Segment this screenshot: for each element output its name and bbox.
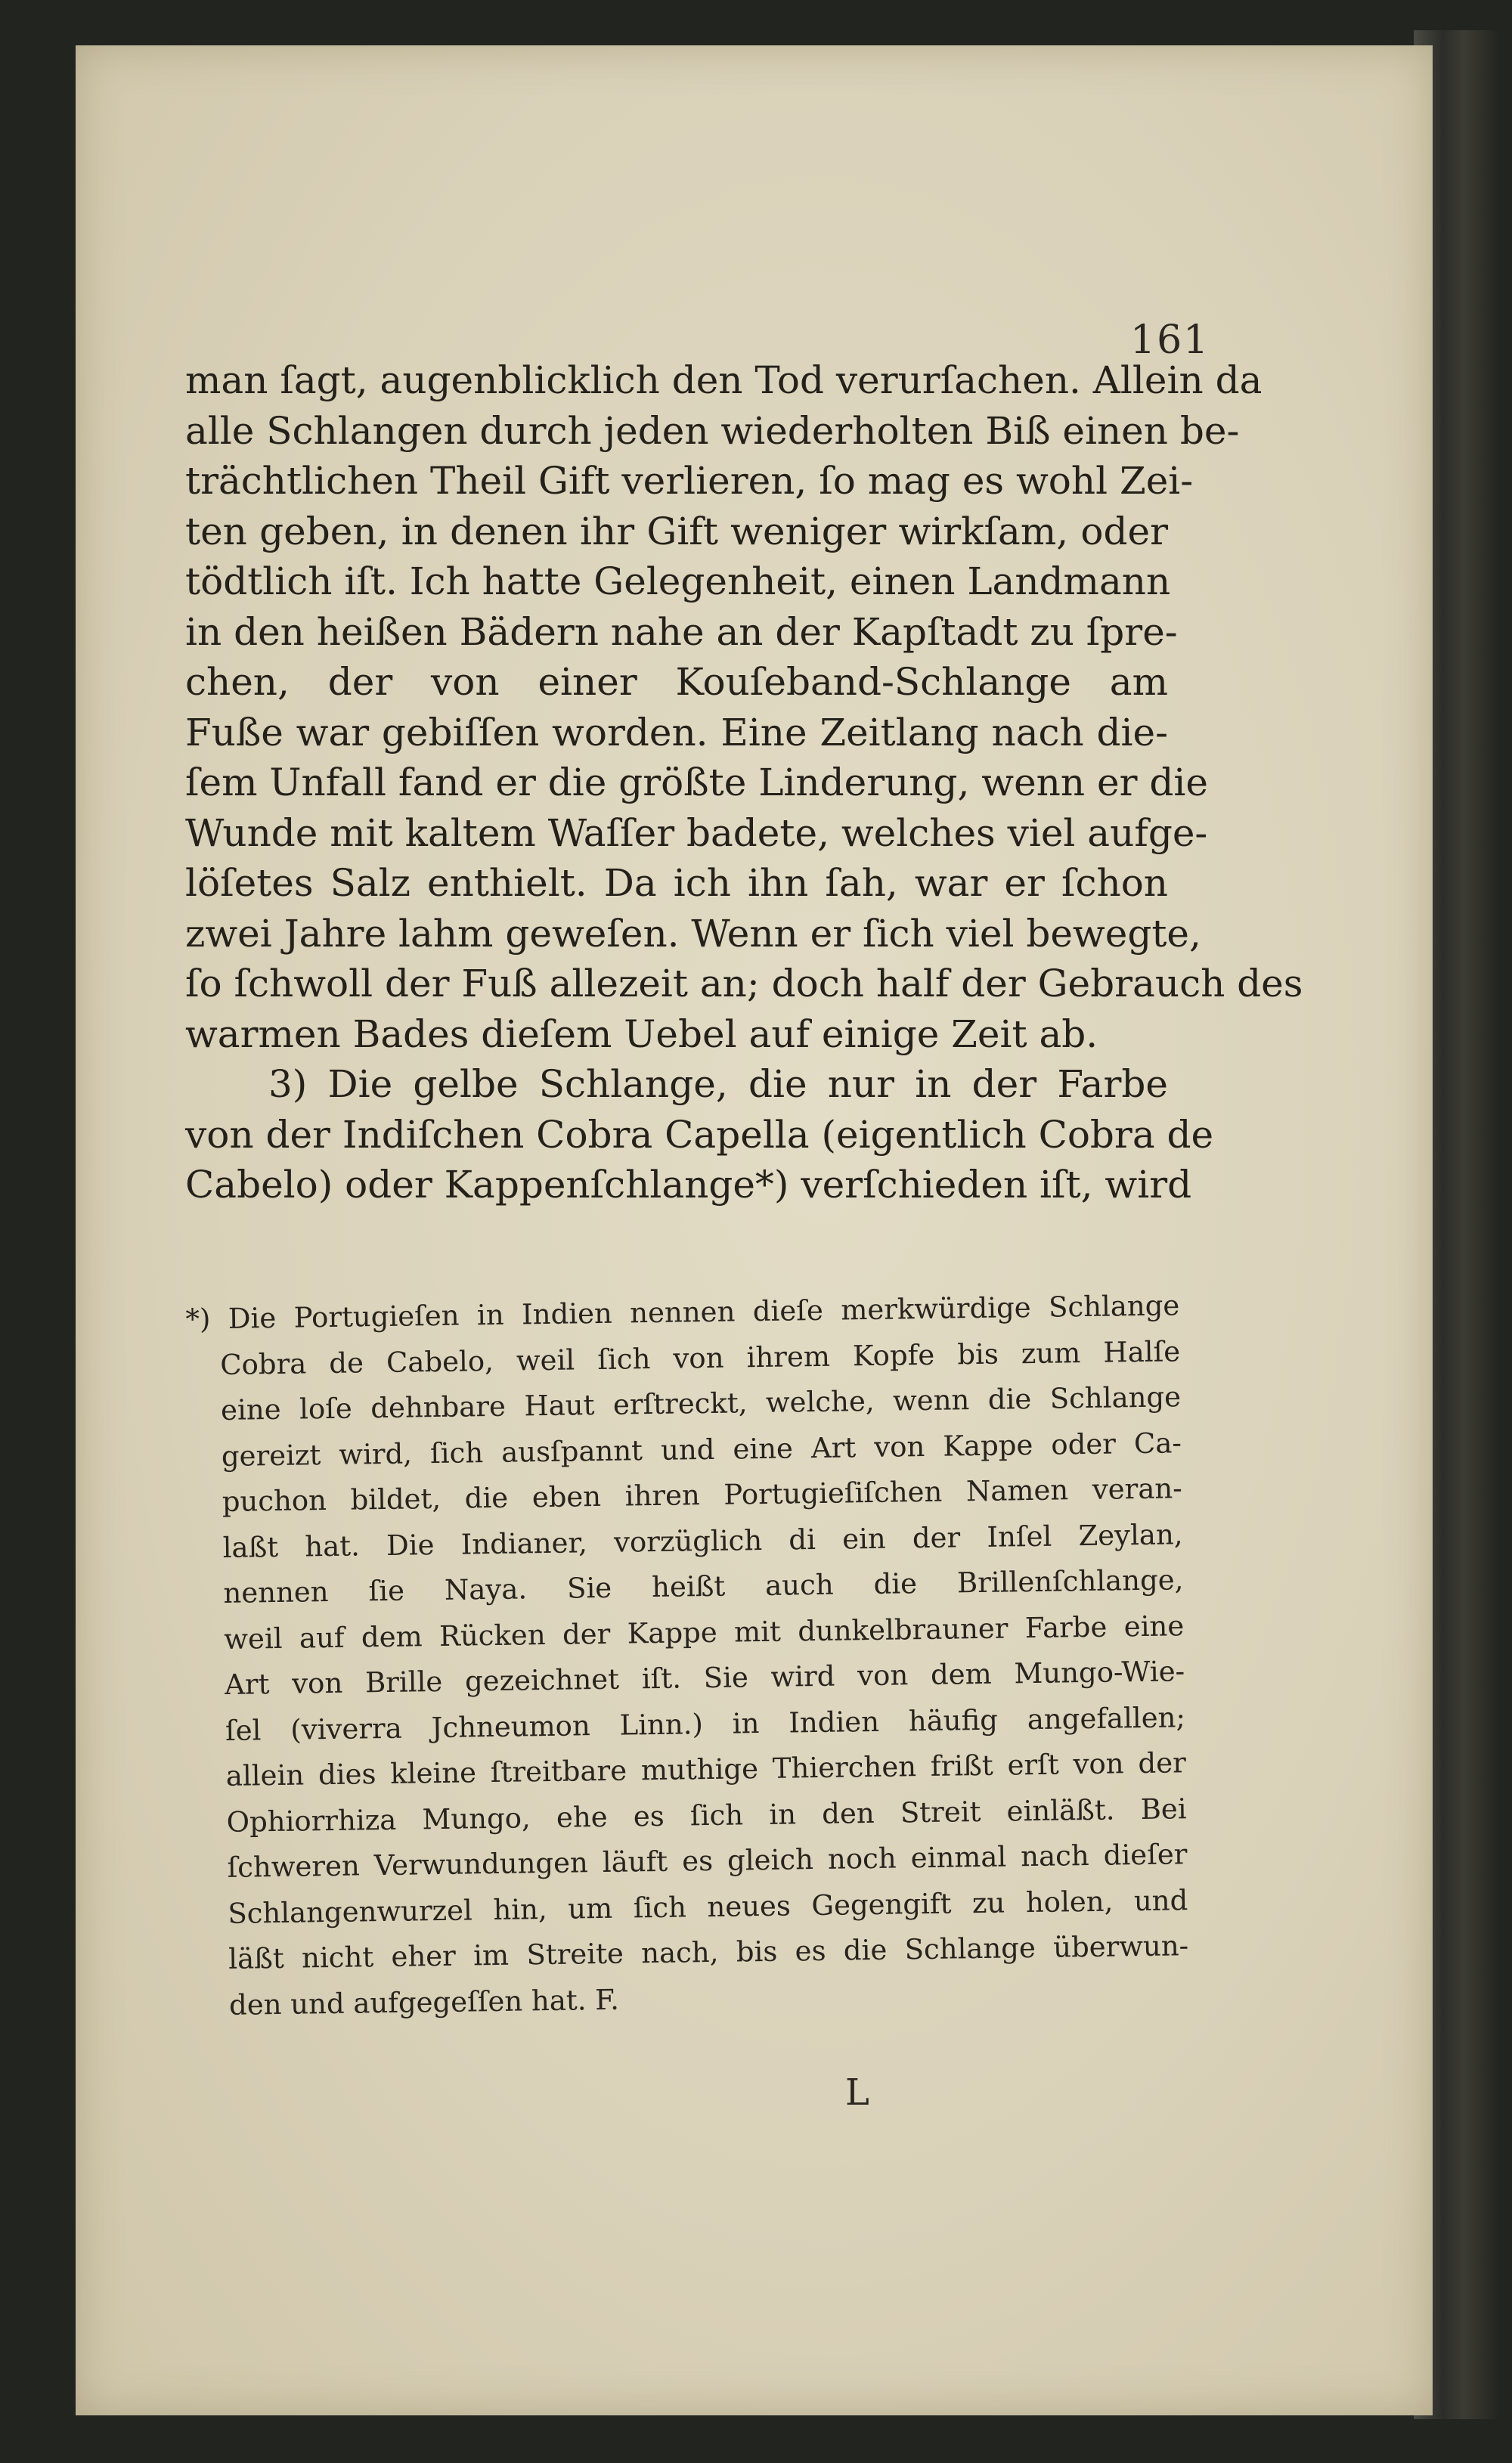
body-line: ſem Unfall fand er die größte Linderung, wenn er die [185, 761, 1208, 804]
footnote-line: Schlangenwurzel hin, um ſich neues Gegengift zu holen, und [228, 1883, 1188, 1930]
body-line: von der Indiſchen Cobra Capella (eigentlich Cobra de [185, 1112, 1214, 1157]
body-line: zwei Jahre lahm geweſen. Wenn er ſich viel bewegte, [185, 911, 1201, 956]
footnote-line: den und aufgegeſſen hat. F. [228, 1983, 620, 2022]
body-line: Fuße war gebiſſen worden. Eine Zeitlang nach die- [185, 710, 1168, 754]
page-number: 161 [1130, 318, 1210, 363]
footnote-line: ſel (viverra Jchneumon Linn.) in Indien häufig angefallen; [225, 1700, 1186, 1747]
body-line: ſo ſchwoll der Fuß allezeit an; doch half der Gebrauch des [185, 962, 1303, 1005]
footnote-line: Ophiorrhiza Mungo, ehe es ſich in den Streit einläßt. Bei [226, 1792, 1187, 1839]
footnote-line: nennen ſie Naya. Sie heißt auch die Brillenſchlange, [223, 1563, 1184, 1609]
footnote [185, 1283, 1189, 2028]
footnote-line: puchon bildet, die eben ihren Portugieſiſchen Namen veran- [222, 1472, 1182, 1518]
footnote-line: eine loſe dehnbare Haut erſtreckt, welche, wenn die Schlange [220, 1380, 1182, 1427]
footnote-line: ſchweren Verwundungen läuft es gleich noch einmal nach dieſer [227, 1838, 1188, 1884]
footnote-line: allein dies kleine ſtreitbare muthige Thierchen frißt erſt von der [225, 1746, 1187, 1792]
body-line: tödtlich iſt. Ich hatte Gelegenheit, einen Landmann [185, 559, 1171, 603]
footnote-line: läßt nicht eher im Streite nach, bis es die Schlange überwun- [228, 1929, 1189, 1975]
body-line: ten geben, in denen ihr Gift weniger wirkſam, oder [185, 509, 1168, 553]
body-line: chen, der von einer Kouſeband-Schlange am [185, 660, 1168, 704]
footnote-line: Cobra de Cabelo, weil ſich von ihrem Kopfe bis zum Halſe [219, 1334, 1181, 1381]
footnote-line: weil auf dem Rücken der Kappe mit dunkelbrauner Farbe eine [224, 1609, 1185, 1656]
footnote-line: laßt hat. Die Indianer, vorzüglich di ein der Inſel Zeylan, [222, 1517, 1183, 1564]
footnote-line: *) Die Portugieſen in Indien nennen dieſe merkwürdige Schlange [185, 1289, 1180, 1336]
body-line: Cabelo) oder Kappenſchlange*) verſchieden iſt, wird [185, 1163, 1192, 1207]
body-line: trächtlichen Theil Gift verlieren, ſo mag es wohl Zei- [185, 459, 1194, 503]
body-line: in den heißen Bädern nahe an der Kapſtadt zu ſpre- [185, 609, 1178, 654]
body-line: man ſagt, augenblicklich den Tod verurſachen. Allein da [185, 358, 1263, 402]
body-line: Wunde mit kaltem Waſſer badete, welches viel aufge- [185, 810, 1208, 855]
footnote-line: gereizt wird, ſich ausſpannt und eine Art von Kappe oder Ca- [221, 1426, 1182, 1473]
footnote-line: Art von Brille gezeichnet iſt. Sie wird von dem Mungo-Wie- [224, 1655, 1185, 1701]
body-line: löſetes Salz enthielt. Da ich ihn ſah, war er ſchon [185, 861, 1168, 905]
body-text [185, 355, 1303, 1210]
body-line: alle Schlangen durch jeden wiederholten Biß einen be- [185, 408, 1240, 453]
signature-mark: L [845, 2071, 869, 2114]
body-line: 3) Die gelbe Schlange, die nur in der Farbe [268, 1062, 1168, 1106]
body-line: warmen Bades dieſem Uebel auf einige Zeit ab. [185, 1012, 1098, 1056]
